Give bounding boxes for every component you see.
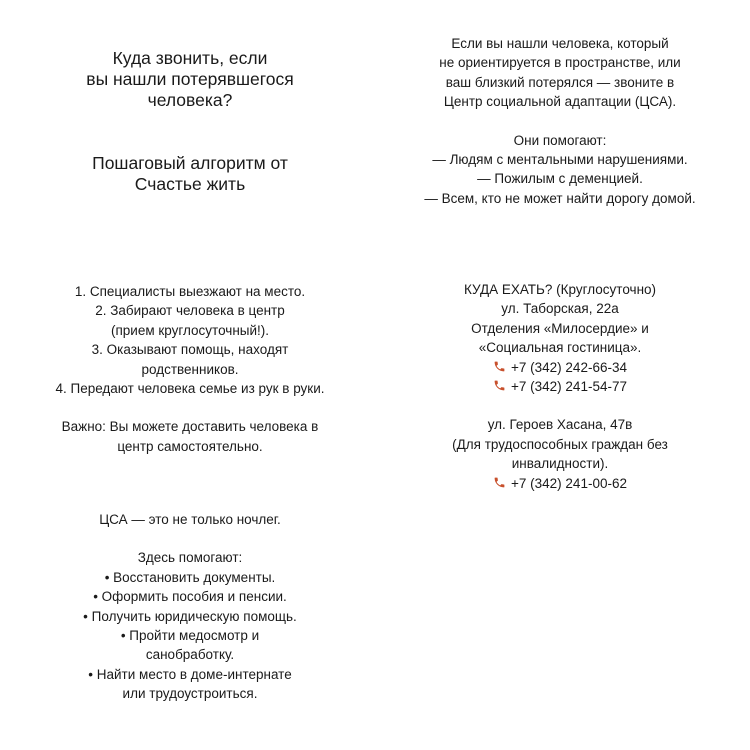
step-line: 2. Забирают человека в центр	[95, 303, 285, 319]
phone-icon	[493, 379, 506, 392]
title-line: Куда звонить, если	[112, 48, 268, 68]
address-line: Отделения «Милосердие» и	[471, 320, 649, 336]
address-line: инвалидности).	[511, 456, 609, 472]
phone-line[interactable]	[400, 358, 720, 377]
address-line: «Социальная гостиница».	[478, 340, 642, 356]
intro-block	[395, 34, 725, 208]
subtitle-line: Пошаговый алгоритм от	[92, 153, 288, 173]
important-note: Важно: Вы можете доставить человека в	[61, 419, 319, 435]
phone-line[interactable]	[400, 377, 720, 396]
phone-icon	[493, 360, 506, 373]
help-item: — Пожилым с деменцией.	[477, 171, 643, 187]
where-heading: КУДА ЕХАТЬ? (Круглосуточно)	[463, 282, 657, 297]
services-block	[30, 510, 350, 704]
services-heading: Здесь помогают:	[137, 550, 243, 566]
phone-icon	[493, 476, 506, 489]
intro-line: ваш близкий потерялся — звоните в	[445, 74, 675, 90]
address-line: ул. Таборская, 22а	[501, 301, 619, 317]
address-line: (Для трудоспособных граждан без	[452, 436, 668, 452]
service-item: • Пройти медосмотр и	[120, 628, 260, 644]
page-title-block	[40, 48, 340, 195]
steps-block	[30, 282, 350, 456]
phone-number: +7 (342) 241-54-77	[511, 379, 627, 395]
phone-number: +7 (342) 241-00-62	[511, 475, 627, 491]
title-line: вы нашли потерявшегося	[86, 69, 294, 89]
help-item: — Всем, кто не может найти дорогу домой.	[424, 190, 696, 206]
intro-line: не ориентируется в пространстве, или	[439, 55, 681, 71]
important-note: центр самостоятельно.	[117, 438, 263, 454]
step-line: родственников.	[141, 361, 239, 377]
subtitle-line: Счастье жить	[134, 174, 246, 194]
step-line: (прием круглосуточный!).	[110, 322, 270, 338]
where-to-go-block	[400, 280, 720, 493]
service-item: или трудоустроиться.	[122, 686, 258, 702]
service-item: • Найти место в доме-интернате	[88, 666, 292, 682]
service-item: • Восстановить документы.	[104, 569, 276, 585]
help-item: — Людям с ментальными нарушениями.	[432, 152, 688, 168]
service-item: санобработку.	[145, 647, 235, 663]
title-line: человека?	[147, 90, 233, 110]
service-item: • Получить юридическую помощь.	[83, 608, 297, 624]
intro-line: Если вы нашли человека, который	[451, 36, 669, 51]
intro-line: Центр социальной адаптации (ЦСА).	[443, 94, 677, 110]
address-line: ул. Героев Хасана, 47в	[487, 417, 633, 433]
step-line: 3. Оказывают помощь, находят	[91, 342, 289, 358]
help-heading: Они помогают:	[513, 132, 607, 148]
service-item: • Оформить пособия и пенсии.	[93, 589, 287, 605]
services-intro: ЦСА — это не только ночлег.	[99, 512, 281, 527]
step-line: 1. Специалисты выезжают на место.	[74, 284, 306, 299]
step-line: 4. Передают человека семье из рук в руки.	[55, 381, 325, 397]
phone-line[interactable]	[400, 474, 720, 493]
phone-number: +7 (342) 242-66-34	[511, 359, 627, 375]
